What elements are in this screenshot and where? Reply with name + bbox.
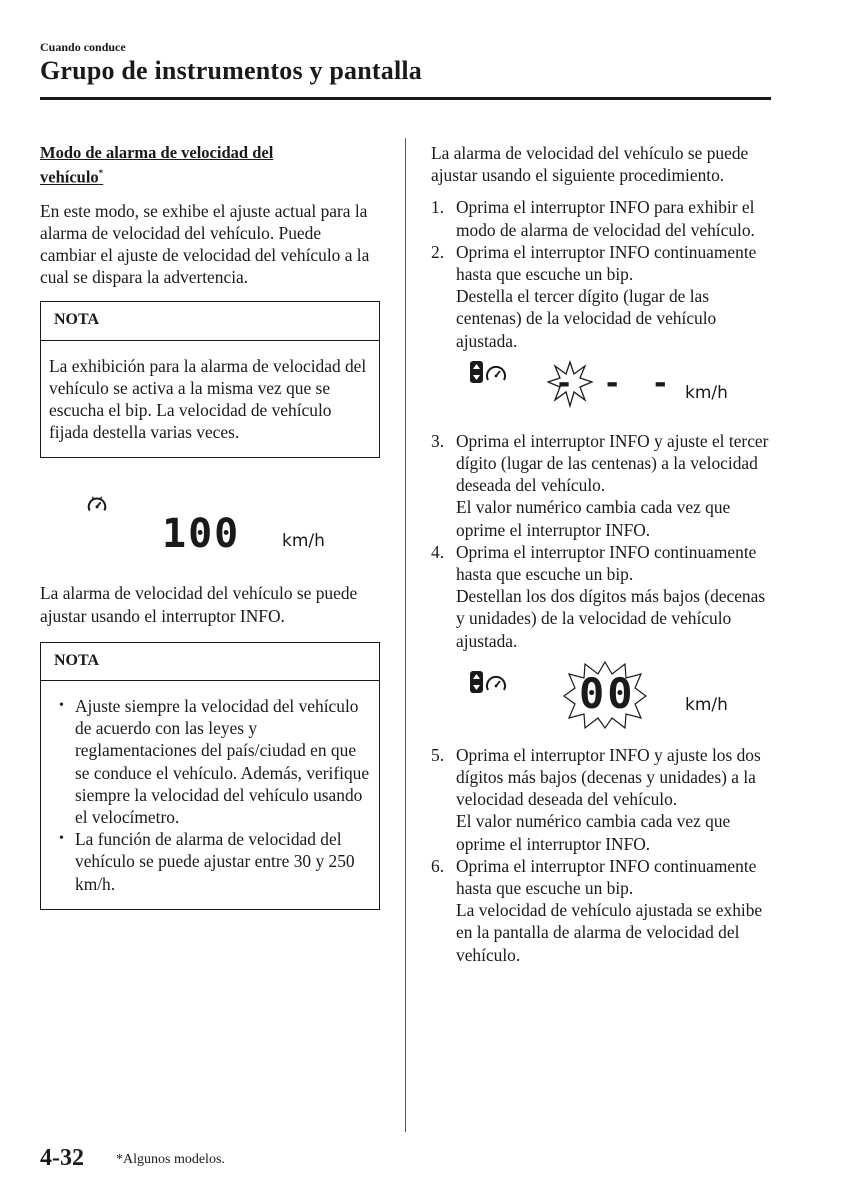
step-item: 3. Oprima el interruptor INFO y ajuste el tercer dígito (lugar de las centenas) a la velocidad deseada del vehículo. El valor numérico cambia cada vez que oprime el interruptor INFO. xyxy=(431,430,769,540)
note-bullet: • Ajuste siempre la velocidad del vehículo de acuerdo con las leyes y reglamentaciones del país/ciudad en que se conduce el vehículo. Además, verifique siempre la velocidad del vehículo usando el velocímetro. xyxy=(49,695,371,828)
step-item: 4. Oprima el interruptor INFO continuamente hasta que escuche un bip. Destellan los dos dígitos más bajos (decenas y unidades) de la velocidad de vehículo ajustada. xyxy=(431,541,766,651)
note-text: La exhibición para la alarma de velocidad del vehículo se activa a la misma vez que se escucha el bip. La velocidad de vehículo fijada destella varias veces. xyxy=(49,355,367,443)
section-label: Cuando conduce xyxy=(40,40,126,54)
note-box-2 xyxy=(40,642,380,910)
procedure-intro: La alarma de velocidad del vehículo se puede ajustar usando el siguiente procedimiento. xyxy=(431,143,749,186)
info-switch-icon xyxy=(469,670,511,694)
step-item: 6. Oprima el interruptor INFO continuamente hasta que escuche un bip. La velocidad de vehículo ajustada se exhibe en la pantalla de alarma de velocidad del vehículo. xyxy=(431,855,763,965)
left-column xyxy=(40,142,380,910)
procedure-steps xyxy=(431,744,776,966)
page-title: Grupo de instrumentos y pantalla xyxy=(40,56,423,85)
note-title: NOTA xyxy=(41,302,379,340)
speed-display xyxy=(40,482,380,582)
speed-digits: - - - xyxy=(555,365,676,401)
title-rule xyxy=(40,97,771,100)
step-item: 5. Oprima el interruptor INFO y ajuste los dos dígitos más bajos (decenas y unidades) a la velocidad deseada del vehículo. El valor numérico cambia cada vez que oprime el interruptor INFO. xyxy=(431,744,761,854)
speed-display-hundreds-flash xyxy=(431,352,776,430)
note-title: NOTA xyxy=(41,643,379,681)
speed-display-lower-flash xyxy=(431,652,776,744)
step-item: 2. Oprima el interruptor INFO continuamente hasta que escuche un bip. Destella el tercer dígito (lugar de las centenas) de la velocidad de vehículo ajustada. xyxy=(431,241,757,351)
speed-unit: km/h xyxy=(282,531,325,552)
footnote: *Algunos modelos. xyxy=(116,1152,225,1167)
speedometer-icon xyxy=(86,494,108,516)
procedure-steps xyxy=(431,196,776,351)
speed-digits: 00 xyxy=(579,668,636,718)
step-item: 1. Oprima el interruptor INFO para exhibir el modo de alarma de velocidad del vehículo. xyxy=(431,197,755,240)
note-bullet: • La función de alarma de velocidad del vehículo se puede ajustar entre 30 y 250 km/h. xyxy=(49,828,371,895)
after-display-paragraph: La alarma de velocidad del vehículo se puede ajustar usando el interruptor INFO. xyxy=(40,583,358,626)
info-switch-icon xyxy=(469,360,511,384)
subheading: Modo de alarma de velocidad del vehículo* xyxy=(40,143,274,187)
speed-unit: km/h xyxy=(685,382,728,403)
procedure-steps xyxy=(431,430,776,652)
intro-paragraph: En este modo, se exhibe el ajuste actual para la alarma de velocidad del vehículo. Puede cambiar el ajuste de velocidad del vehículo a la cual se dispara la advertencia. xyxy=(40,200,370,288)
column-divider xyxy=(405,138,406,1132)
speed-unit: km/h xyxy=(685,694,728,715)
speed-digits: 100 xyxy=(162,511,241,558)
page-number: 4-32 xyxy=(40,1145,84,1171)
note-box xyxy=(40,301,380,458)
right-column xyxy=(431,142,776,966)
